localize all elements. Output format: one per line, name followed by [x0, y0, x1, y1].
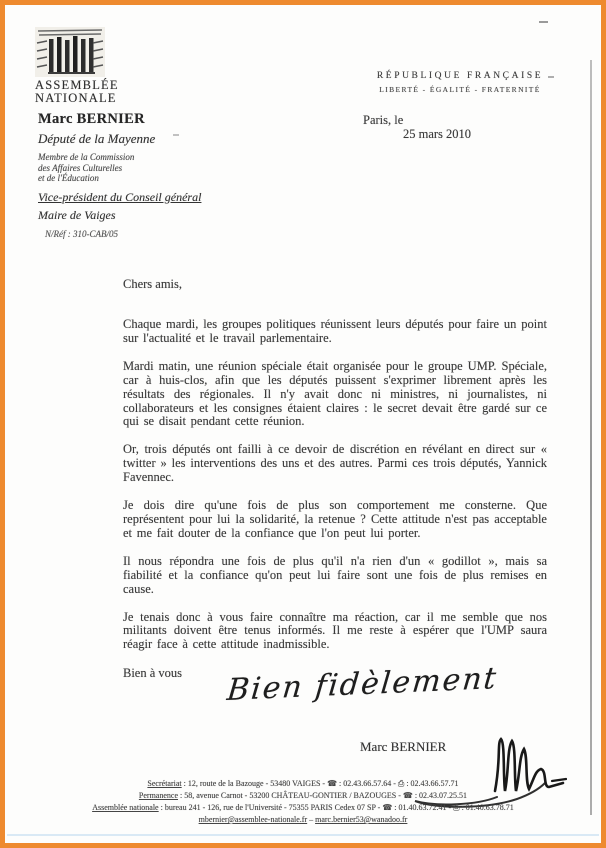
scan-speck-motto-right — [548, 76, 554, 78]
republic-title: RÉPUBLIQUE FRANÇAISE — [376, 71, 544, 81]
republic-heading — [365, 71, 555, 94]
logo-line-1: ASSEMBLÉE — [35, 78, 119, 92]
footer-line-emails — [35, 814, 571, 826]
footer-label-secretariat: Secrétariat — [147, 779, 182, 788]
footer-rest-secretariat: : 12, route de la Bazouge - 53480 VAIGES - ☎ : 02.43.66.57.64 - ⎙ : 02.43.66.57.71 — [181, 779, 459, 788]
scan-page-edge-shadow — [590, 60, 592, 815]
footer-line-assemblee — [35, 802, 571, 814]
logo-line-2: NATIONALE — [35, 91, 117, 105]
paragraph-6: Je tenais donc à vous faire connaître ma réaction, car il me semble que nos militants doivent être tenus informés. Il me reste à espérer que l'UMP saura réagir face à cette attitude inadmissible. — [123, 609, 547, 652]
paragraph-4: Je dois dire qu'une fois de plus son comportement me consterne. Que représentent pour lui la solidarité, la retenue ? Cette attitude n'est pas acceptable et me fait douter de la confiance que l'on peut lui porter. — [123, 498, 547, 540]
assemblee-nationale-emblem-icon — [35, 27, 105, 77]
sender-title-conseil: Vice-président du Conseil général — [38, 189, 202, 204]
paragraph-3: Or, trois députés ont failli à ce devoir de discrétion en révélant en direct sur « twitter » les interventions des uns et des autres. Parmi ces trois députés, Yannick Favennec. — [123, 442, 547, 485]
footer-rest-assemblee: : bureau 241 - 126, rue de l'Université - 75355 PARIS Cedex 07 SP - ☎ : 01.40.63.72.41 - ⎙ : 01.40.63.78.71 — [158, 803, 514, 812]
handwritten-note: Bien fidèlement — [225, 661, 500, 708]
signature-name: Marc BERNIER — [360, 739, 447, 754]
sender-role: Député de la Mayenne — [38, 131, 156, 146]
footer-contact-block — [35, 778, 571, 826]
date-line: 25 mars 2010 — [403, 127, 472, 141]
committee-line-1: Membre de la Commission — [38, 152, 135, 162]
sender-block — [38, 111, 201, 223]
assemblee-nationale-logo — [35, 27, 119, 105]
greeting: Chers amis, — [123, 277, 183, 291]
closing-formula: Bien à vous — [123, 666, 183, 681]
sender-name: Marc BERNIER — [38, 111, 145, 127]
committee-line-3: et de l'Éducation — [38, 173, 99, 183]
paragraph-2: Mardi matin, une réunion spéciale était organisée pour le groupe UMP. Spéciale, car à huis-clos, afin que les députés puissent s'exprimer librement après les résultats des régionales. Il n'y avait donc ni ministres, ni journalistes, ni collaborateurs et les consignes étaient claires : le secret devait être gardé sur ce qui se disait pendant cette réunion. — [123, 358, 547, 429]
footer-label-assemblee: Assemblée nationale — [92, 803, 159, 812]
footer-line-secretariat — [35, 778, 571, 790]
republic-motto: LIBERTÉ - ÉGALITÉ - FRATERNITÉ — [379, 85, 541, 94]
footer-line-permanence — [35, 790, 571, 802]
footer-email-1: mbernier@assemblee-nationale.fr — [198, 815, 308, 824]
paragraph-5: Il nous répondra une fois de plus qu'il n'a rien d'un « godillot », mais sa fiabilité et la confiance qu'on peut lui faire sont une fois de plus remises en cause. — [123, 553, 547, 596]
logo-caption — [35, 78, 119, 105]
sender-title-maire: Maire de Vaiges — [38, 207, 116, 222]
scan-speck-sender-right — [173, 134, 179, 136]
footer-label-permanence: Permanence — [138, 791, 179, 800]
footer-email-separator: – — [307, 815, 316, 824]
paragraph-1: Chaque mardi, les groupes politiques réunissent leurs députés pour faire un point sur l'actualité et le travail parlementaire. — [123, 317, 547, 345]
committee-line-2: des Affaires Culturelles — [38, 162, 123, 173]
footer-email-2: marc.bernier53@wanadoo.fr — [315, 815, 408, 824]
reference-number: N/Réf : 310-CAB/05 — [45, 229, 118, 239]
scan-bottom-blue-line — [7, 834, 599, 836]
place-line: Paris, le — [363, 113, 404, 127]
scan-speck-top-right — [539, 21, 548, 23]
sender-committee — [38, 152, 201, 184]
letter-body — [123, 277, 547, 681]
footer-rest-permanence: : 58, avenue Carnot - 53200 CHÂTEAU-GONTIER / BAZOUGES - ☎ : 02.43.07.25.51 — [178, 791, 468, 800]
